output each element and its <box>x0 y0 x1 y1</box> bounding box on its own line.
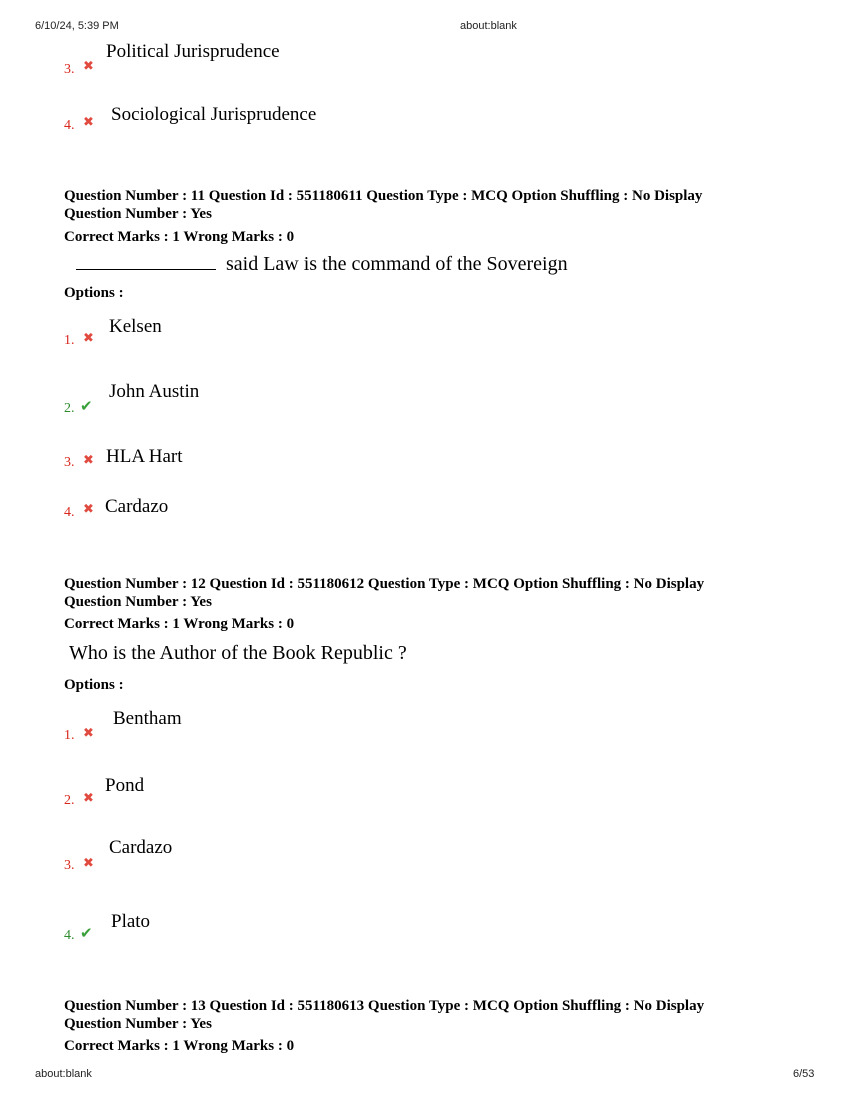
option-number: 2. <box>64 793 75 808</box>
question-meta <box>64 187 702 223</box>
option-number: 1. <box>64 333 75 348</box>
question-meta-line: Question Number : Yes <box>64 1016 212 1032</box>
option-text: Cardazo <box>105 496 169 517</box>
option-text: John Austin <box>109 381 200 402</box>
question-meta-line: Question Number : 11 Question Id : 551180611 Question Type : MCQ Option Shuffling : No Display <box>64 188 703 204</box>
question-marks: Correct Marks : 1 Wrong Marks : 0 <box>64 229 295 245</box>
cross-icon: ✖ <box>83 331 94 346</box>
print-page-title: about:blank <box>460 20 517 32</box>
option-number: 4. <box>64 505 75 520</box>
question-meta <box>64 575 704 611</box>
question-meta-line: Question Number : Yes <box>64 206 212 222</box>
option-text: Sociological Jurisprudence <box>111 104 317 125</box>
question-text: Who is the Author of the Book Republic ? <box>69 642 407 664</box>
question-text-content: said Law is the command of the Sovereign <box>226 253 568 275</box>
option-text: HLA Hart <box>106 446 183 467</box>
cross-icon: ✖ <box>83 453 94 468</box>
option-number: 4. <box>64 118 75 133</box>
question-meta-line: Question Number : Yes <box>64 594 212 610</box>
option-number: 3. <box>64 455 75 470</box>
option-text: Political Jurisprudence <box>106 41 280 62</box>
cross-icon: ✖ <box>83 726 94 741</box>
option-text: Cardazo <box>109 837 173 858</box>
print-page-number: 6/53 <box>793 1068 815 1080</box>
option-text: Bentham <box>113 708 182 729</box>
cross-icon: ✖ <box>83 59 94 74</box>
question-meta-line: Question Number : 13 Question Id : 551180613 Question Type : MCQ Option Shuffling : No Display <box>64 998 705 1014</box>
options-label: Options : <box>64 677 124 693</box>
question-marks: Correct Marks : 1 Wrong Marks : 0 <box>64 1038 295 1054</box>
question-meta-line: Question Number : 12 Question Id : 551180612 Question Type : MCQ Option Shuffling : No Display <box>64 576 705 592</box>
option-text: Plato <box>111 911 151 932</box>
option-number: 3. <box>64 62 75 77</box>
fill-in-blank <box>76 253 216 270</box>
question-text <box>76 253 568 276</box>
cross-icon: ✖ <box>83 502 94 517</box>
option-number: 4. <box>64 928 75 943</box>
check-icon: ✔ <box>80 924 93 942</box>
option-text: Kelsen <box>109 316 162 337</box>
print-timestamp: 6/10/24, 5:39 PM <box>35 20 119 32</box>
cross-icon: ✖ <box>83 791 94 806</box>
print-footer-url: about:blank <box>35 1068 92 1080</box>
option-number: 2. <box>64 401 75 416</box>
cross-icon: ✖ <box>83 115 94 130</box>
question-meta <box>64 997 704 1033</box>
options-label: Options : <box>64 285 124 301</box>
check-icon: ✔ <box>80 397 93 415</box>
option-number: 1. <box>64 728 75 743</box>
question-marks: Correct Marks : 1 Wrong Marks : 0 <box>64 616 295 632</box>
option-number: 3. <box>64 858 75 873</box>
option-text: Pond <box>105 775 145 796</box>
cross-icon: ✖ <box>83 856 94 871</box>
